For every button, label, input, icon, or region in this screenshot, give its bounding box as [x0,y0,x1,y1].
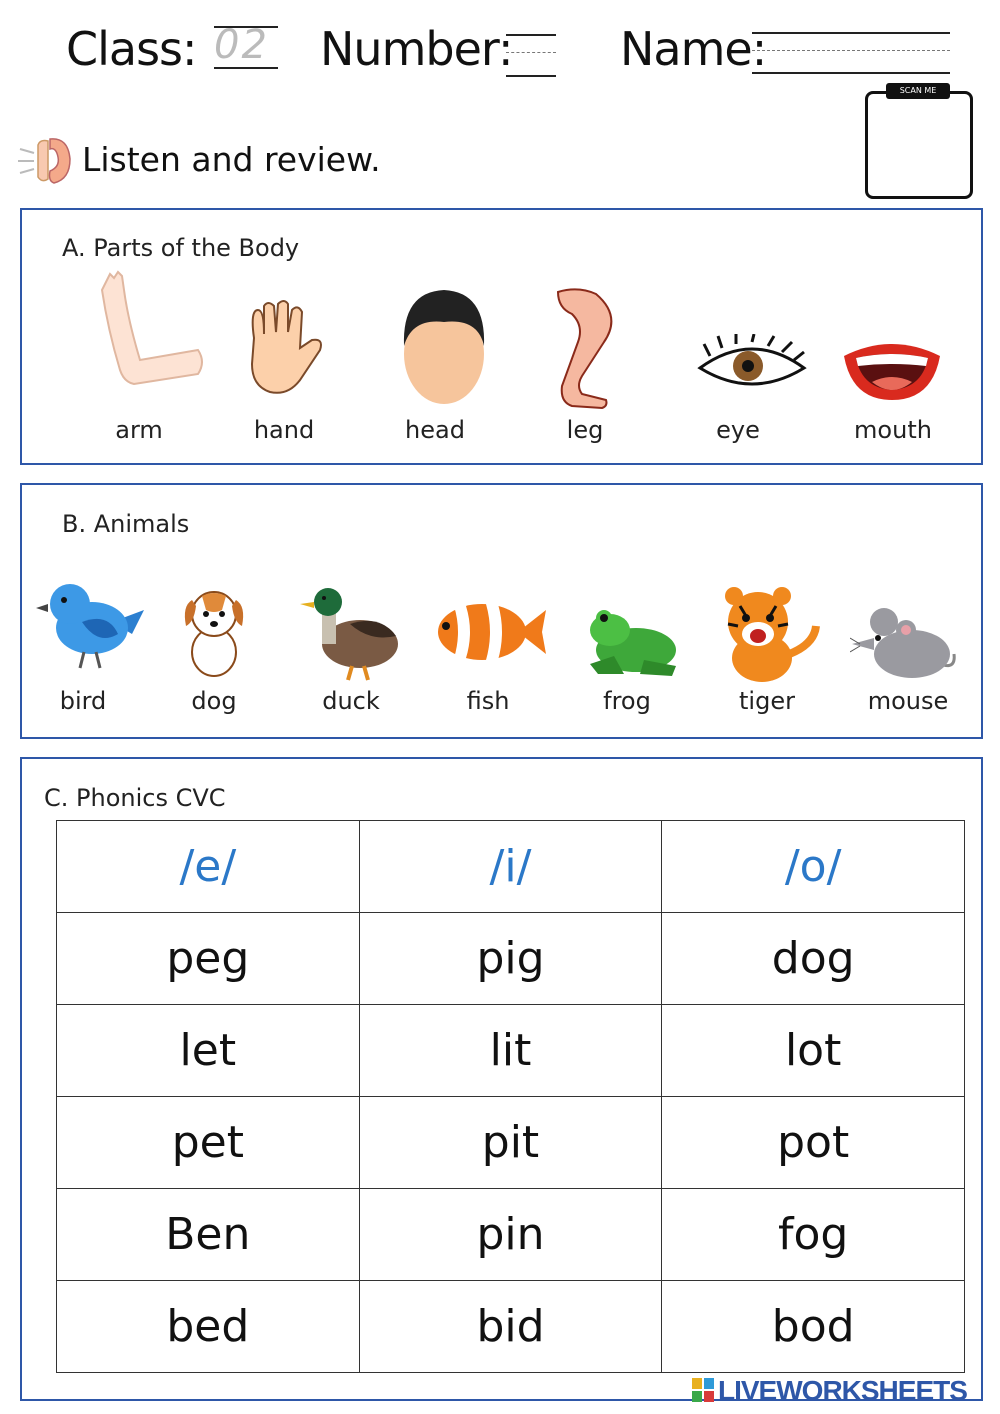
number-line-1[interactable] [506,34,556,36]
number-line-3 [506,75,556,77]
cvc-word-cell[interactable]: lot [662,1005,965,1097]
section-a-title: A. Parts of the Body [62,234,300,262]
brand-logo-text[interactable]: LIVEWORKSHEETS [718,1375,967,1406]
animal-label: frog [603,687,651,715]
class-line-top [214,26,278,28]
cvc-word-cell[interactable]: bod [662,1281,965,1373]
animal-label: fish [466,687,510,715]
tiger-icon [714,586,824,684]
class-label: Class: [66,22,197,76]
vowel-header: /o/ [662,821,965,913]
body-part-label: eye [716,416,760,444]
scan-me-label: SCAN ME [886,83,950,99]
body-part-label: mouth [854,416,932,444]
name-line-3 [752,72,950,74]
class-line-bottom [214,67,278,69]
body-part-label: arm [115,416,163,444]
phonics-table [56,820,965,1373]
name-line-1[interactable] [752,32,950,34]
cvc-word-cell[interactable]: fog [662,1189,965,1281]
head-icon [398,288,490,406]
cvc-word-cell[interactable]: bed [57,1281,360,1373]
animal-label: mouse [867,687,949,715]
listening-ear-icon [18,135,74,187]
cvc-word-cell[interactable]: peg [57,913,360,1005]
cvc-word-cell[interactable]: pet [57,1097,360,1189]
liveworksheets-logo-icon [692,1378,714,1402]
leg-icon [548,286,622,410]
cvc-word-cell[interactable]: Ben [57,1189,360,1281]
vowel-header: /i/ [359,821,662,913]
name-label: Name: [620,22,767,76]
body-part-label: head [405,416,465,444]
vowel-header: /e/ [57,821,360,913]
fish-icon [432,596,548,668]
animal-label: duck [322,687,380,715]
eye-icon [696,334,808,394]
class-value: 02 [214,22,269,68]
arm-icon [88,270,208,390]
number-line-2 [506,52,556,53]
hand-icon [240,298,330,398]
cvc-word-cell[interactable]: dog [662,913,965,1005]
mouth-icon [842,336,942,402]
animal-label: tiger [739,687,795,715]
frog-icon [584,604,680,678]
animal-label: dog [191,687,237,715]
cvc-word-cell[interactable]: pin [359,1189,662,1281]
instruction-text: Listen and review. [82,140,381,179]
qr-code-box[interactable] [865,91,973,199]
dog-icon [176,586,252,678]
duck-icon [300,584,400,682]
section-c-title: C. Phonics CVC [44,784,226,812]
section-b-title: B. Animals [62,510,190,538]
cvc-word-cell[interactable]: pit [359,1097,662,1189]
bird-icon [36,582,146,670]
cvc-word-cell[interactable]: bid [359,1281,662,1373]
cvc-word-cell[interactable]: pig [359,913,662,1005]
body-part-label: hand [253,416,315,444]
cvc-word-cell[interactable]: lit [359,1005,662,1097]
animal-label: bird [59,687,107,715]
name-line-2 [752,50,950,51]
mouse-icon [850,604,958,682]
cvc-word-cell[interactable]: let [57,1005,360,1097]
cvc-word-cell[interactable]: pot [662,1097,965,1189]
number-label: Number: [320,22,513,76]
body-part-label: leg [566,416,604,444]
